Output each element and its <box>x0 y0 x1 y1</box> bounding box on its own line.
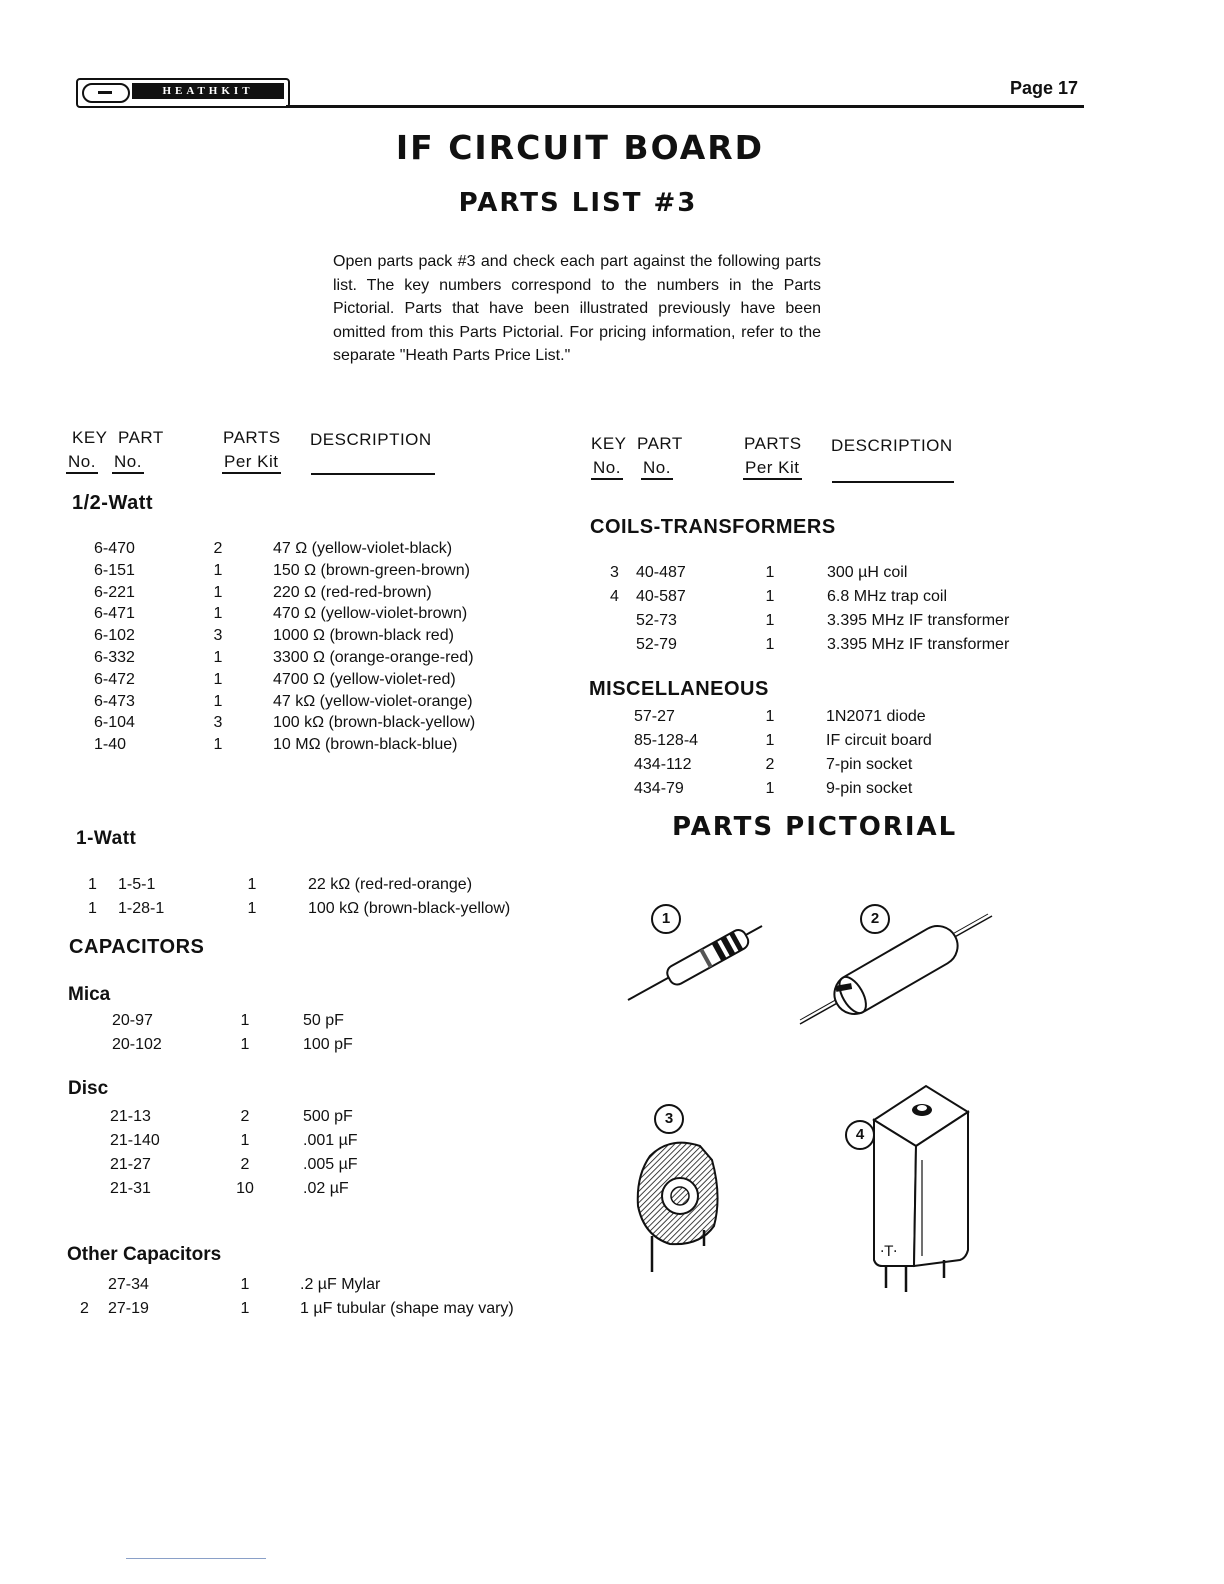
part-description: 470 Ω (yellow-violet-brown) <box>273 605 468 623</box>
page-number: Page 17 <box>1010 78 1079 98</box>
right-header-description: DESCRIPTION <box>831 436 953 455</box>
right-header-part-no: No. <box>641 458 673 480</box>
part-number: 21-140 <box>110 1132 160 1149</box>
right-header-key-no: No. <box>591 458 623 480</box>
part-description: 1 µF tubular (shape may vary) <box>300 1300 514 1317</box>
part-number: 6-221 <box>94 583 135 601</box>
part-number: 6-332 <box>94 649 135 666</box>
part-number: 40-487 <box>636 564 686 581</box>
key-circle-3: 3 <box>654 1104 684 1134</box>
parts-pictorial-title: PARTS PICTORIAL <box>672 812 958 842</box>
key-number: 1 <box>88 876 97 893</box>
part-description: .001 µF <box>303 1132 358 1149</box>
parts-per-kit: 1 <box>247 900 257 917</box>
parts-per-kit: 1 <box>213 736 223 754</box>
part-description: 3.395 MHz IF transformer <box>827 636 1010 653</box>
part-number: 6-471 <box>94 605 135 623</box>
tubular-capacitor-illustration <box>796 912 996 1032</box>
atom-emblem-icon <box>82 83 130 103</box>
part-description: 47 kΩ (yellow-violet-orange) <box>273 692 473 710</box>
part-description: .02 µF <box>303 1180 349 1197</box>
parts-per-kit: 1 <box>240 1300 250 1317</box>
section-half-watt: 1/2-Watt <box>72 492 154 514</box>
left-description-rule <box>311 473 435 475</box>
part-number: 52-73 <box>636 612 677 629</box>
right-header-part: PART <box>637 434 683 453</box>
header-rule <box>286 105 1084 108</box>
part-description: 220 Ω (red-red-brown) <box>273 583 432 601</box>
parts-per-kit: 1 <box>213 583 223 601</box>
part-description: 1N2071 diode <box>826 708 926 725</box>
svg-text:·T·: ·T· <box>880 1244 898 1260</box>
brand-name: HEATHKIT <box>132 83 284 99</box>
parts-per-kit: 1 <box>765 708 775 725</box>
part-description: 4700 Ω (yellow-violet-red) <box>273 670 456 688</box>
part-number: 1-40 <box>94 736 127 754</box>
part-number: 27-34 <box>108 1276 149 1293</box>
section-miscellaneous: MISCELLANEOUS <box>589 678 769 700</box>
page-title: IF CIRCUIT BOARD <box>395 128 765 167</box>
parts-per-kit: 2 <box>765 756 775 773</box>
part-description: 22 kΩ (red-red-orange) <box>308 876 473 893</box>
part-number: 40-587 <box>636 588 686 605</box>
section-one-watt: 1-Watt <box>76 828 137 849</box>
parts-per-kit: 3 <box>213 714 223 732</box>
part-description: 100 kΩ (brown-black-yellow) <box>308 900 511 917</box>
part-description: 47 Ω (yellow-violet-black) <box>273 540 453 557</box>
section-disc: Disc <box>68 1078 109 1099</box>
key-number: 3 <box>610 564 619 581</box>
part-number: 21-27 <box>110 1156 151 1173</box>
part-description: 100 pF <box>303 1036 353 1053</box>
parts-per-kit: 1 <box>765 636 775 653</box>
left-header-parts: PARTS <box>223 428 281 447</box>
left-header-per-kit: Per Kit <box>222 452 281 474</box>
part-description: IF circuit board <box>826 732 932 749</box>
key-number: 1 <box>88 900 97 917</box>
key-circle-4: 4 <box>845 1120 875 1150</box>
coil-illustration <box>630 1126 730 1276</box>
left-header-description: DESCRIPTION <box>310 430 432 449</box>
section-mica: Mica <box>68 984 111 1005</box>
right-header-key: KEY <box>591 434 627 453</box>
intro-paragraph: Open parts pack #3 and check each part against the following parts list. The key numbers correspond to the numbers in the Parts Pictorial. Parts that have been illustrated previously have been omitted from this Parts Pictorial. For pricing information, refer to the separate "Heath Parts Price List." <box>333 253 821 364</box>
part-number: 6-473 <box>94 692 135 710</box>
part-description: 3.395 MHz IF transformer <box>827 612 1010 629</box>
left-header-key-no: No. <box>66 452 98 474</box>
parts-per-kit: 2 <box>240 1156 250 1173</box>
part-number: 6-104 <box>94 714 135 732</box>
parts-per-kit: 2 <box>240 1108 250 1125</box>
bottom-rule <box>126 1558 266 1559</box>
page-subtitle: PARTS LIST #3 <box>458 188 698 218</box>
parts-per-kit: 1 <box>240 1012 250 1029</box>
heathkit-logo <box>76 78 290 108</box>
part-number: 434-112 <box>634 756 692 773</box>
parts-per-kit: 1 <box>240 1036 250 1053</box>
part-description: 6.8 MHz trap coil <box>827 588 948 605</box>
parts-per-kit: 1 <box>247 876 257 893</box>
right-header-parts: PARTS <box>744 434 802 453</box>
parts-per-kit: 1 <box>213 605 223 623</box>
part-description: 7-pin socket <box>826 756 913 773</box>
part-number: 6-470 <box>94 540 135 557</box>
part-number: 21-13 <box>110 1108 151 1125</box>
parts-per-kit: 3 <box>213 627 223 645</box>
part-description: 10 MΩ (brown-black-blue) <box>273 736 458 754</box>
part-description: 300 µH coil <box>827 564 908 581</box>
part-description: 50 pF <box>303 1012 344 1029</box>
resistor-illustration <box>620 918 770 1008</box>
key-circle-2: 2 <box>860 904 890 934</box>
parts-per-kit: 1 <box>765 612 775 629</box>
parts-per-kit: 1 <box>213 692 223 710</box>
parts-per-kit: 10 <box>236 1180 254 1197</box>
part-number: 6-472 <box>94 670 135 688</box>
parts-per-kit: 1 <box>213 561 223 579</box>
parts-per-kit: 1 <box>240 1132 250 1149</box>
parts-per-kit: 1 <box>240 1276 250 1293</box>
part-number: 27-19 <box>108 1300 149 1317</box>
key-circle-1: 1 <box>651 904 681 934</box>
right-header-per-kit: Per Kit <box>743 458 802 480</box>
part-number: 57-27 <box>634 708 675 725</box>
left-header-part-no: No. <box>112 452 144 474</box>
part-description: 3300 Ω (orange-orange-red) <box>273 649 474 666</box>
part-number: 6-151 <box>94 561 135 579</box>
parts-per-kit: 1 <box>765 564 775 581</box>
left-header-part: PART <box>118 428 164 447</box>
section-coils-transformers: COILS-TRANSFORMERS <box>590 516 836 538</box>
parts-per-kit: 1 <box>765 588 775 605</box>
part-number: 1-28-1 <box>118 900 165 917</box>
part-number: 6-102 <box>94 627 135 645</box>
key-number: 4 <box>610 588 619 605</box>
parts-per-kit: 1 <box>213 649 223 666</box>
part-description: 1000 Ω (brown-black red) <box>273 627 454 645</box>
part-number: 21-31 <box>110 1180 151 1197</box>
part-description: 150 Ω (brown-green-brown) <box>273 561 470 579</box>
if-transformer-illustration <box>864 1080 974 1295</box>
section-other-capacitors: Other Capacitors <box>67 1244 222 1265</box>
right-description-rule <box>832 481 954 483</box>
part-number: 434-79 <box>634 780 684 797</box>
part-description: .2 µF Mylar <box>300 1276 381 1293</box>
part-description: .005 µF <box>303 1156 358 1173</box>
key-number: 2 <box>80 1300 89 1317</box>
part-description: 100 kΩ (brown-black-yellow) <box>273 714 476 732</box>
part-number: 20-97 <box>112 1012 153 1029</box>
part-number: 1-5-1 <box>118 876 156 893</box>
part-description: 500 pF <box>303 1108 353 1125</box>
part-number: 52-79 <box>636 636 677 653</box>
left-header-key: KEY <box>72 428 108 447</box>
part-number: 85-128-4 <box>634 732 699 749</box>
part-description: 9-pin socket <box>826 780 913 797</box>
part-number: 20-102 <box>112 1036 162 1053</box>
section-capacitors: CAPACITORS <box>69 936 205 958</box>
parts-per-kit: 2 <box>213 540 223 557</box>
parts-per-kit: 1 <box>765 732 775 749</box>
parts-per-kit: 1 <box>765 780 775 797</box>
parts-per-kit: 1 <box>213 670 223 688</box>
